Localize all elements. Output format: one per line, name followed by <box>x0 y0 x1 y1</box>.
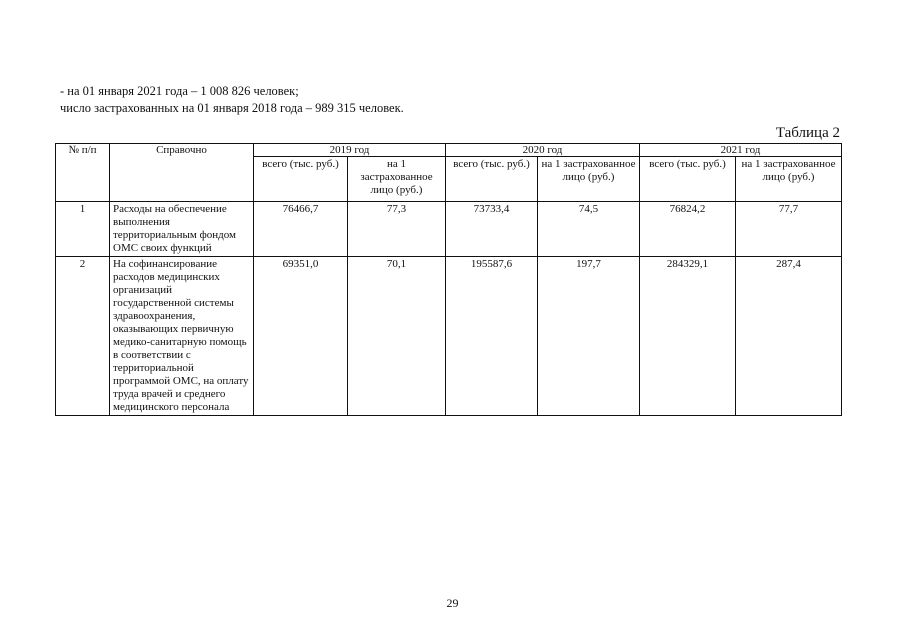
cell-total-2019: 76466,7 <box>254 202 348 257</box>
intro-text <box>60 83 840 117</box>
header-year-2019: 2019 год <box>254 144 446 157</box>
page-number: 29 <box>446 596 459 610</box>
header-per-insured-2020: на 1 застрахованное лицо (руб.) <box>538 157 640 202</box>
cell-per-insured-2019: 70,1 <box>348 257 446 416</box>
cell-total-2021: 76824,2 <box>640 202 736 257</box>
row-label: На софинансирование расходов медицинских организаций государственной системы здравоохранения, оказывающих первичную медико-санитарную помощь в соответствии с территориальной программой ОМС, на оплату труда врачей и среднего медицинского персонала <box>110 257 254 416</box>
header-total-2020: всего (тыс. руб.) <box>446 157 538 202</box>
intro-line-1: - на 01 января 2021 года – 1 008 826 человек; <box>60 84 299 98</box>
header-total-2021: всего (тыс. руб.) <box>640 157 736 202</box>
expenses-table <box>55 143 842 416</box>
row-num: 2 <box>56 257 110 416</box>
intro-line-2: число застрахованных на 01 января 2018 года – 989 315 человек. <box>60 101 404 115</box>
header-year-2021: 2021 год <box>640 144 842 157</box>
table-caption: Таблица 2 <box>775 125 840 141</box>
header-num: № п/п <box>56 144 110 202</box>
header-ref: Справочно <box>110 144 254 202</box>
header-year-2020: 2020 год <box>446 144 640 157</box>
cell-per-insured-2019: 77,3 <box>348 202 446 257</box>
cell-total-2021: 284329,1 <box>640 257 736 416</box>
header-per-insured-2019: на 1 застрахованное лицо (руб.) <box>348 157 446 202</box>
cell-per-insured-2020: 74,5 <box>538 202 640 257</box>
row-num: 1 <box>56 202 110 257</box>
cell-per-insured-2021: 287,4 <box>736 257 842 416</box>
table-row <box>56 202 842 257</box>
header-per-insured-2021: на 1 застрахованное лицо (руб.) <box>736 157 842 202</box>
table-header-row <box>56 144 842 157</box>
cell-total-2020: 73733,4 <box>446 202 538 257</box>
header-total-2019: всего (тыс. руб.) <box>254 157 348 202</box>
row-label: Расходы на обеспечение выполнения территориальным фондом ОМС своих функций <box>110 202 254 257</box>
cell-total-2019: 69351,0 <box>254 257 348 416</box>
cell-total-2020: 195587,6 <box>446 257 538 416</box>
cell-per-insured-2021: 77,7 <box>736 202 842 257</box>
cell-per-insured-2020: 197,7 <box>538 257 640 416</box>
table-row <box>56 257 842 416</box>
